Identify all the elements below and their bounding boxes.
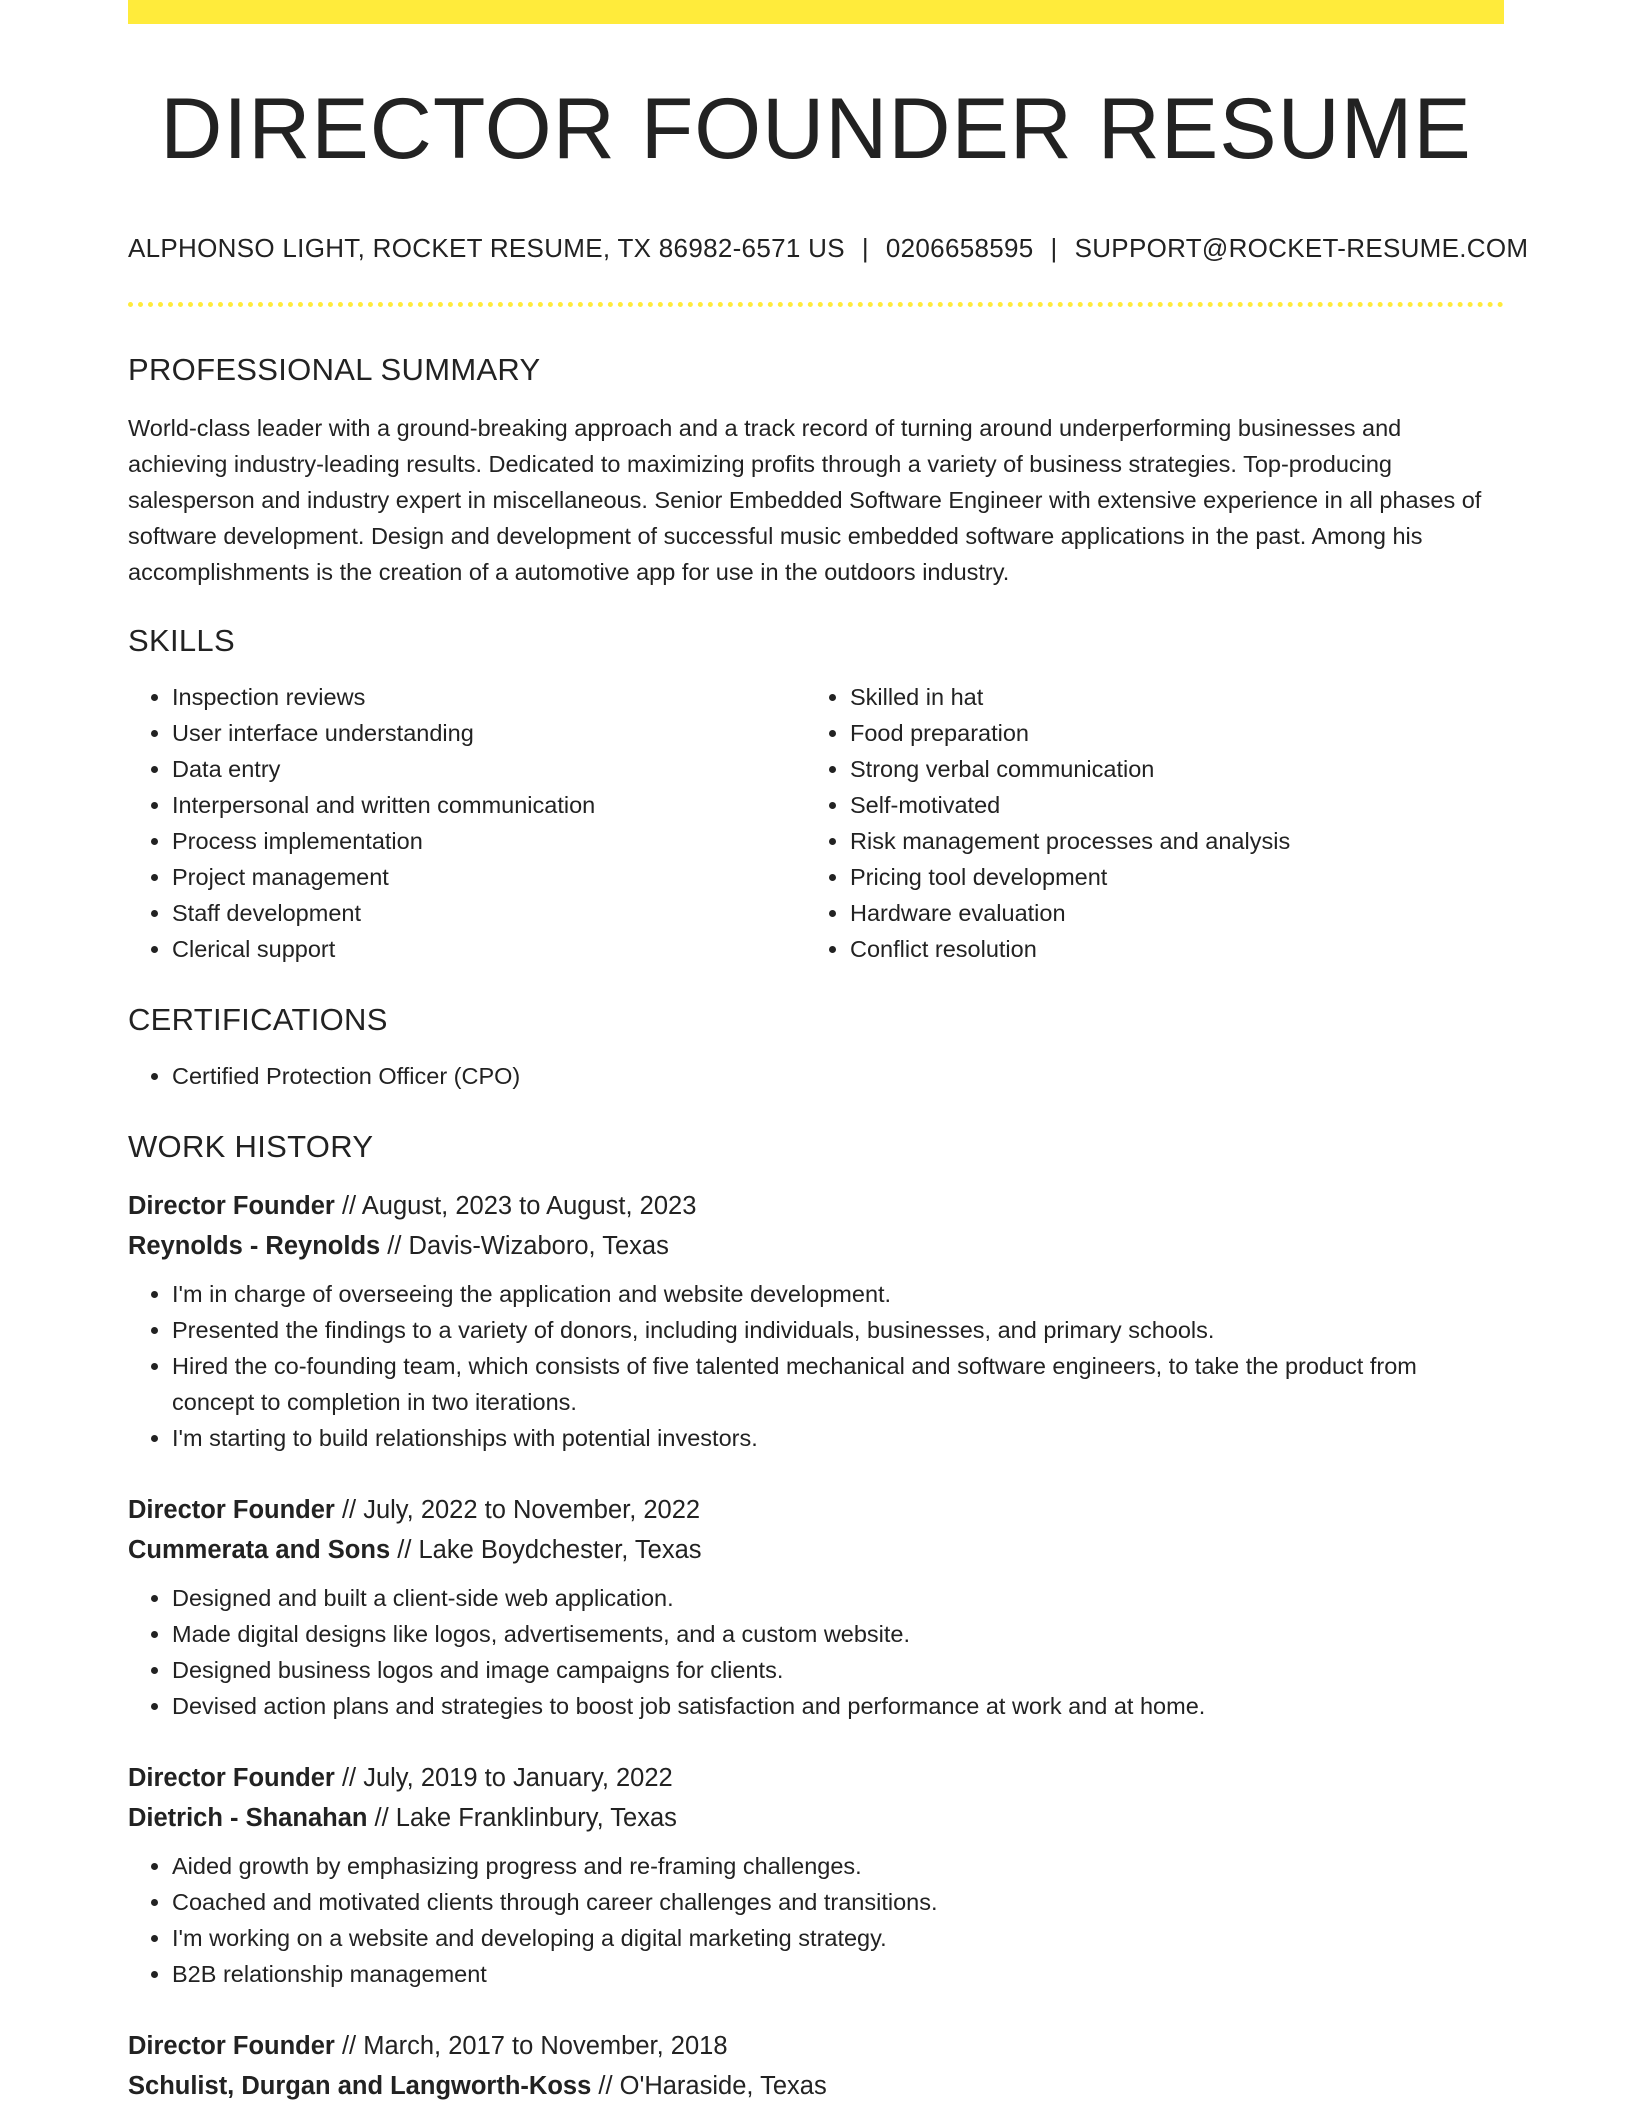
job-company-line — [128, 2066, 1504, 2106]
contact-address: ALPHONSO LIGHT, ROCKET RESUME, TX 86982-6571 US — [128, 232, 845, 263]
skill-item: • Strong verbal communication — [850, 751, 1484, 787]
job-role-line — [128, 1186, 1504, 1226]
job-company: Dietrich - Shanahan — [128, 1803, 368, 1832]
skill-item: • Conflict resolution — [850, 931, 1484, 967]
job-dates: // July, 2022 to November, 2022 — [334, 1495, 701, 1524]
work-history-heading: WORK HISTORY — [128, 1129, 374, 1165]
job-company: Cummerata and Sons — [128, 1535, 391, 1564]
skill-item: • Food preparation — [850, 715, 1484, 751]
contact-separator: | — [861, 232, 869, 263]
skill-item: • Self-motivated — [850, 787, 1484, 823]
job-entry — [128, 1758, 1504, 1992]
skill-item: • Data entry — [172, 751, 806, 787]
job-location: // Lake Franklinbury, Texas — [367, 1803, 677, 1832]
skill-item: • Project management — [172, 859, 806, 895]
job-bullet: • I'm working on a website and developing a digital marketing strategy. — [172, 1920, 1504, 1956]
certifications-list — [128, 1058, 1504, 1094]
skill-item: • Hardware evaluation — [850, 895, 1484, 931]
skill-item: • Clerical support — [172, 931, 806, 967]
job-bullet: • Made digital designs like logos, advertisements, and a custom website. — [172, 1616, 1504, 1652]
job-company-line — [128, 1798, 1504, 1838]
job-location: // O'Haraside, Texas — [591, 2071, 827, 2100]
job-company: Schulist, Durgan and Langworth-Koss — [128, 2071, 592, 2100]
dotted-divider — [128, 302, 1504, 307]
contact-line — [128, 232, 1529, 264]
contact-separator: | — [1050, 232, 1058, 263]
skill-item: • Risk management processes and analysis — [850, 823, 1484, 859]
work-history-list — [128, 1186, 1504, 2106]
job-company-line — [128, 1226, 1504, 1266]
job-bullet: • I'm in charge of overseeing the application and website development. — [172, 1276, 1504, 1312]
job-role: Director Founder — [128, 2031, 335, 2060]
resume-title: DIRECTOR FOUNDER RESUME — [160, 81, 1472, 177]
certifications-heading: CERTIFICATIONS — [128, 1002, 388, 1038]
job-bullet: • Designed and built a client-side web application. — [172, 1580, 1504, 1616]
job-entry — [128, 2026, 1504, 2106]
skills-columns — [128, 679, 1504, 967]
accent-top-bar — [128, 0, 1504, 24]
contact-email: SUPPORT@ROCKET-RESUME.COM — [1074, 232, 1529, 263]
job-entry — [128, 1490, 1504, 1724]
job-spacer — [128, 1724, 1504, 1758]
job-role-line — [128, 1758, 1504, 1798]
job-role: Director Founder — [128, 1495, 335, 1524]
job-dates: // July, 2019 to January, 2022 — [334, 1763, 673, 1792]
skill-item: • Staff development — [172, 895, 806, 931]
resume-page — [128, 0, 1529, 2112]
skill-item: • Skilled in hat — [850, 679, 1484, 715]
job-bullet: • Devised action plans and strategies to boost job satisfaction and performance at work and at home. — [172, 1688, 1504, 1724]
skills-list-right — [806, 679, 1484, 967]
job-bullet: • Presented the findings to a variety of donors, including individuals, businesses, and primary schools. — [172, 1312, 1504, 1348]
job-company-line — [128, 1530, 1504, 1570]
skill-item: • User interface understanding — [172, 715, 806, 751]
job-bullet: • I'm starting to build relationships with potential investors. — [172, 1420, 1504, 1456]
job-spacer — [128, 1992, 1504, 2026]
skills-list-left — [128, 679, 806, 967]
job-dates: // March, 2017 to November, 2018 — [334, 2031, 728, 2060]
contact-phone: 0206658595 — [885, 232, 1034, 263]
summary-text: World-class leader with a ground-breaking approach and a track record of turning around underperforming businesses and achieving industry-leading results. Dedicated to maximizing profits through a variety of business strategies. Top-producing salesperson and industry expert in miscellaneous. Senior Embedded Software Engineer with extensive experience in all phases of software development. Design and development of successful music embedded software applications in the past. Among his accomplishments is the creation of a automotive app for use in the outdoors industry. — [128, 414, 1482, 585]
job-entry — [128, 1186, 1504, 1456]
skills-heading: SKILLS — [128, 622, 235, 658]
job-bullet-list — [128, 1848, 1504, 1992]
job-bullet: • Hired the co-founding team, which consists of five talented mechanical and software engineers, to take the product from concept to completion in two iterations. — [172, 1348, 1504, 1420]
job-role: Director Founder — [128, 1191, 335, 1220]
certification-item: • Certified Protection Officer (CPO) — [172, 1058, 1504, 1094]
job-company: Reynolds - Reynolds — [128, 1231, 381, 1260]
job-bullet: • Coached and motivated clients through career challenges and transitions. — [172, 1884, 1504, 1920]
job-location: // Davis-Wizaboro, Texas — [380, 1231, 669, 1260]
job-dates: // August, 2023 to August, 2023 — [334, 1191, 697, 1220]
skill-item: • Pricing tool development — [850, 859, 1484, 895]
skill-item: • Process implementation — [172, 823, 806, 859]
job-bullet: • B2B relationship management — [172, 1956, 1504, 1992]
job-role-line — [128, 1490, 1504, 1530]
skill-item: • Interpersonal and written communication — [172, 787, 806, 823]
job-role: Director Founder — [128, 1763, 335, 1792]
job-spacer — [128, 1456, 1504, 1490]
job-bullet-list — [128, 1580, 1504, 1724]
job-location: // Lake Boydchester, Texas — [390, 1535, 702, 1564]
job-bullet: • Aided growth by emphasizing progress and re-framing challenges. — [172, 1848, 1504, 1884]
job-role-line — [128, 2026, 1504, 2066]
skill-item: • Inspection reviews — [172, 679, 806, 715]
summary-heading: PROFESSIONAL SUMMARY — [128, 351, 541, 387]
job-bullet-list — [128, 1276, 1504, 1456]
job-bullet: • Designed business logos and image campaigns for clients. — [172, 1652, 1504, 1688]
